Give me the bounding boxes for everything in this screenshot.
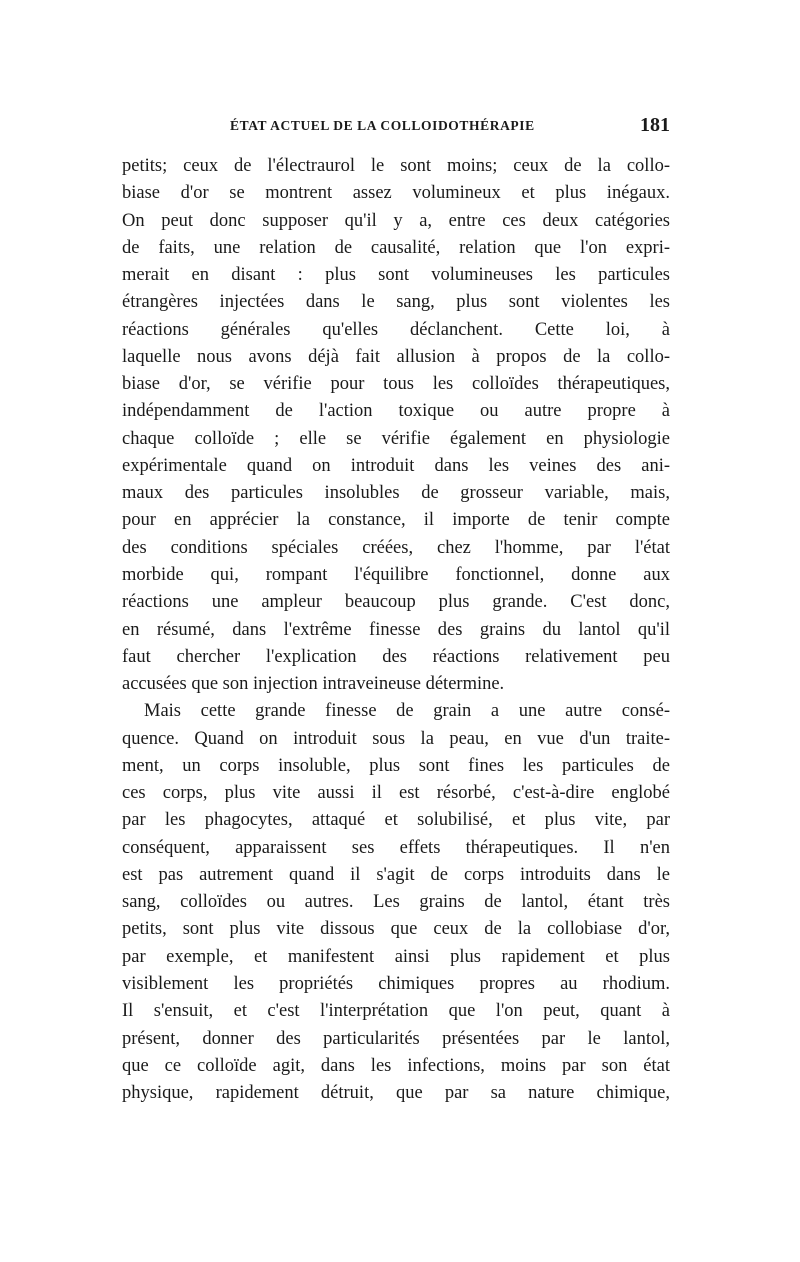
text-line: biase d'or, se vérifie pour tous les colloïdes thérapeutiques,	[122, 374, 670, 395]
text-line: physique, rapidement détruit, que par sa nature chimique,	[122, 1083, 670, 1104]
text-line: par exemple, et manifestent ainsi plus rapidement et plus	[122, 946, 670, 967]
body-text	[122, 153, 670, 1107]
text-line: par les phagocytes, attaqué et solubilisé, et plus vite, par	[122, 810, 670, 831]
text-line: est pas autrement quand il s'agit de corps introduits dans le	[122, 864, 670, 885]
text-line: faut chercher l'explication des réactions relativement peu	[122, 646, 670, 667]
text-line: visiblement les propriétés chimiques propres au rhodium.	[122, 973, 670, 994]
running-title: ÉTAT ACTUEL DE LA COLLOIDOTHÉRAPIE	[230, 118, 535, 133]
text-line: expérimentale quand on introduit dans les veines des ani-	[122, 455, 670, 476]
text-line: sang, colloïdes ou autres. Les grains de lantol, étant très	[122, 892, 670, 913]
running-head	[122, 116, 670, 140]
text-line: de faits, une relation de causalité, relation que l'on expri-	[122, 237, 670, 258]
text-line: ces corps, plus vite aussi il est résorbé, c'est-à-dire englobé	[122, 783, 670, 804]
text-line: chaque colloïde ; elle se vérifie également en physiologie	[122, 428, 670, 449]
text-line: On peut donc supposer qu'il y a, entre ces deux catégories	[122, 210, 670, 231]
page-number: 181	[640, 114, 670, 136]
text-line: présent, donner des particularités présentées par le lantol,	[122, 1028, 670, 1049]
text-line: étrangères injectées dans le sang, plus sont violentes les	[122, 292, 670, 313]
text-line: pour en apprécier la constance, il importe de tenir compte	[122, 510, 670, 531]
text-line: réactions générales qu'elles déclanchent. Cette loi, à	[122, 319, 670, 340]
text-line: conséquent, apparaissent ses effets thérapeutiques. Il n'en	[122, 837, 670, 858]
text-line: Il s'ensuit, et c'est l'interprétation que l'on peut, quant à	[122, 1001, 670, 1022]
text-line: que ce colloïde agit, dans les infections, moins par son état	[122, 1055, 670, 1076]
text-line: des conditions spéciales créées, chez l'homme, par l'état	[122, 537, 670, 558]
text-line: quence. Quand on introduit sous la peau, en vue d'un traite-	[122, 728, 670, 749]
text-line: petits; ceux de l'électraurol le sont moins; ceux de la collo-	[122, 156, 670, 176]
paragraph-start-line: Mais cette grande finesse de grain a une autre consé-	[144, 701, 670, 722]
text-line: merait en disant : plus sont volumineuses les particules	[122, 265, 670, 286]
text-line: indépendamment de l'action toxique ou autre propre à	[122, 401, 670, 422]
text-line: biase d'or se montrent assez volumineux et plus inégaux.	[122, 183, 670, 204]
text-line: en résumé, dans l'extrême finesse des grains du lantol qu'il	[122, 619, 670, 640]
text-line: ment, un corps insoluble, plus sont fines les particules de	[122, 755, 670, 776]
text-line: accusées que son injection intraveineuse détermine.	[122, 674, 505, 695]
text-line: laquelle nous avons déjà fait allusion à propos de la collo-	[122, 346, 670, 367]
text-line: réactions une ampleur beaucoup plus grande. C'est donc,	[122, 592, 670, 613]
text-line: morbide qui, rompant l'équilibre fonctionnel, donne aux	[122, 564, 670, 585]
text-line: maux des particules insolubles de grosseur variable, mais,	[122, 483, 670, 504]
text-line: petits, sont plus vite dissous que ceux de la collobiase d'or,	[122, 919, 670, 940]
